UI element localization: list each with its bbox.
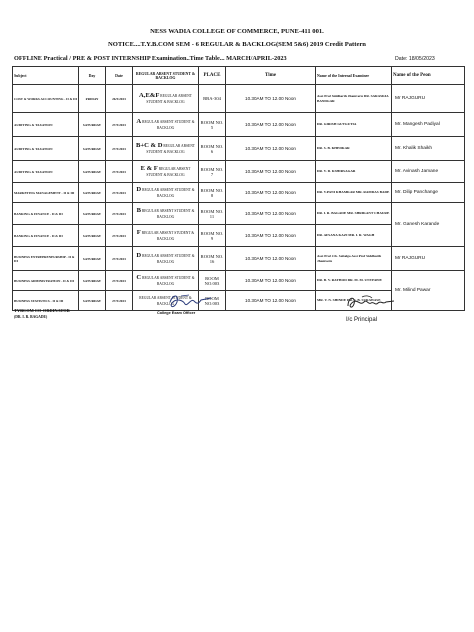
peon-cell: Mr. Milind Pawar [392,271,465,311]
table-row [13,183,465,203]
peon-cell: Mr. Dilip Panchange [392,183,465,203]
table-row [13,137,465,161]
examiner-cell: DR. V.PANI KHAMKAR MR. RAMDAS BADE [316,183,392,203]
batch-code: E & F [140,165,158,173]
day-cell: SATURDAY [79,183,106,203]
time-cell: 10.30AM TO 12.00 Noon [226,225,316,247]
date-cell: 26/5/2023 [106,85,133,113]
batch-cell [133,225,199,247]
coordinator-title: TYBCOM CO-ORDINATOR [14,308,70,313]
table-row [13,247,465,271]
batch-code: A [136,118,142,126]
date-cell: 27/5/2023 [106,225,133,247]
batch-code: D [136,186,142,194]
exam-title: OFFLINE Practical / PRE & POST INTERNSHIP Examination..Time Table... MARCH/APRIL-2023 [14,55,287,62]
peon-cell: Mr. Mangesh Padiyal [392,113,465,137]
subject-cell: AUDITING & TAXATION [13,113,79,137]
date-cell: 27/5/2023 [106,183,133,203]
time-cell: 10.30AM TO 12.00 Noon [226,85,316,113]
place-cell: ROOM NO. 11 [199,203,226,225]
batch-cell [133,183,199,203]
peon-cell: Mr. Avinash Jamane [392,161,465,183]
examiner-cell: DR. I. R. BAGADE MR. SHRIKANT CHAURE [316,203,392,225]
examiner-cell: DR. V. D. KSHIRSAGAR [316,161,392,183]
batch-text: REGULAR ABSENT STUDENT & BACKLOG [141,231,195,242]
date-cell: 27/5/2023 [106,291,133,311]
peon-cell: Mr RAJGURU [392,85,465,113]
date-cell: 27/5/2023 [106,113,133,137]
examiner-cell: DR. GIRISH GUTGUTIA [316,113,392,137]
place-cell: ROOM NO.003 [199,271,226,291]
subject-cell: AUDITING & TAXATION [13,137,79,161]
examiner-cell: Asst Prof Siddharth Jhamveru DR. SARASKIA BANDGAR [316,85,392,113]
exam-officer-label: College Exam Officer [157,311,196,315]
batch-code: B [136,207,141,215]
date-cell: 27/5/2023 [106,161,133,183]
batch-code: D [136,252,142,260]
peon-cell: Mr RAJGURU [392,247,465,271]
college-name: NESS WADIA COLLEGE OF COMMERCE, PUNE-411 001. [150,28,324,35]
day-cell: SATURDAY [79,203,106,225]
time-cell: 10.30AM TO 12.00 Noon [226,203,316,225]
timetable [12,66,465,311]
coordinator-name: (DR. I. R. BAGADE) [14,315,48,319]
place-cell: ROOM NO. 6 [199,137,226,161]
place-cell: ROOM NO.003 [199,291,226,311]
batch-text: REGULAR ABSENT STUDENT & BACKLOG [142,276,195,287]
peon-cell: Mr. Khalik Shaikh [392,137,465,161]
header-examiner: Name of the Internal Examiner [316,67,392,85]
date-cell: 27/5/2023 [106,247,133,271]
table-row [13,203,465,225]
table-row [13,85,465,113]
principal-signature-icon [344,292,398,314]
header-day: Day [79,67,106,85]
batch-cell [133,271,199,291]
header-place: PLACE [199,67,226,85]
examiner-cell: DR. B. V. RATHOD DR. M. M. UNVERNE [316,271,392,291]
time-cell: 10.30AM TO 12.00 Noon [226,291,316,311]
notice-title: NOTICE....T.Y.B.COM SEM - 6 REGULAR & BACKLOG(SEM 5&6) 2019 Credit Pattern [108,41,366,48]
batch-cell [133,85,199,113]
day-cell: FRIDAY [79,85,106,113]
batch-text: REGULAR ABSENT STUDENT & BACKLOG [142,188,195,199]
time-cell: 10.30AM TO 12.00 Noon [226,113,316,137]
examiner-cell: Asst Prof J.K. Sabalgo Asst Prof Siddharth Jhamveru [316,247,392,271]
date-cell: 27/5/2023 [106,271,133,291]
day-cell: SATURDAY [79,271,106,291]
batch-text: REGULAR ABSENT STUDENT & BACKLOG [146,167,191,178]
place-cell: ROOM NO. 16 [199,247,226,271]
day-cell: SATURDAY [79,113,106,137]
subject-cell: COST & WORKS ACCOUNTING - II & III [13,85,79,113]
subject-cell: BANKING & FINANCE - II & III [13,225,79,247]
place-cell: ROOM NO. 5 [199,113,226,137]
batch-code: C [136,274,142,282]
day-cell: SATURDAY [79,137,106,161]
notice-date: Date: 18/05/2023 [395,56,435,62]
date-cell: 27/5/2023 [106,203,133,225]
time-cell: 10.30AM TO 12.00 Noon [226,247,316,271]
header-subject: Subject [13,67,79,85]
batch-cell [133,203,199,225]
day-cell: SATURDAY [79,291,106,311]
time-cell: 10.30AM TO 12.00 Noon [226,161,316,183]
place-cell: ROOM NO. 9 [199,225,226,247]
day-cell: SATURDAY [79,161,106,183]
examiner-cell: DR. AFSANA KAZI MR. I. R. WAGH [316,225,392,247]
time-cell: 10.30AM TO 12.00 Noon [226,271,316,291]
batch-cell [133,247,199,271]
table-row [13,113,465,137]
batch-text: REGULAR ABSENT STUDENT & BACKLOG [142,254,195,265]
time-cell: 10.30AM TO 12.00 Noon [226,137,316,161]
batch-text: REGULAR ABSENT STUDENT & BACKLOG [146,144,196,155]
subject-cell: BUSINESS ADMINISTRATION - II & III [13,271,79,291]
principal-label: I/c Principal [346,317,378,323]
batch-text: REGULAR ABSENT STUDENT & BACKLOG [141,209,195,220]
examiner-cell: DR. S. B. KHEDKAR [316,137,392,161]
subject-cell: BANKING & FINANCE - II & III [13,203,79,225]
table-header-row [13,67,465,85]
header-date: Date [106,67,133,85]
peon-cell: Mr. Ganesh Karande [392,203,465,247]
header-peon: Name of the Peon [392,67,465,85]
place-cell: ROOM NO. 7 [199,161,226,183]
table-row [13,271,465,291]
batch-cell [133,161,199,183]
subject-cell: MARKETING MANAGEMENT - II & III [13,183,79,203]
subject-cell: AUDITING & TAXATION [13,161,79,183]
day-cell: SATURDAY [79,247,106,271]
examiner-cell: MR. V. N. SHINDE DR. S. B. SURAWASE [316,291,392,311]
subject-cell: BUSINESS ENTREPRENEURSHIP - II & III [13,247,79,271]
date-cell: 27/5/2023 [106,137,133,161]
batch-code: F [136,229,141,237]
batch-cell [133,137,199,161]
place-cell: ROOM NO. 8 [199,183,226,203]
header-time: Time [226,67,316,85]
table-row [13,161,465,183]
day-cell: SATURDAY [79,225,106,247]
batch-text: REGULAR ABSENT STUDENT & BACKLOG [146,94,192,105]
exam-officer-signature-icon [167,292,217,312]
subject-cell: BUSINESS STATISTICS - II & III [13,291,79,311]
batch-code: B+C & D [135,142,163,150]
header-batch: REGULAR ABSENT STUDENT & BACKLOG [133,67,199,85]
batch-cell [133,113,199,137]
batch-code: A,E&F [139,92,160,100]
batch-text: REGULAR ABSENT STUDENT & BACKLOG [142,120,195,131]
batch-text: REGULAR ABSENT STUDENT & BACKLOG [139,296,192,307]
time-cell: 10.30AM TO 12.00 Noon [226,183,316,203]
place-cell: BBA-304 [199,85,226,113]
